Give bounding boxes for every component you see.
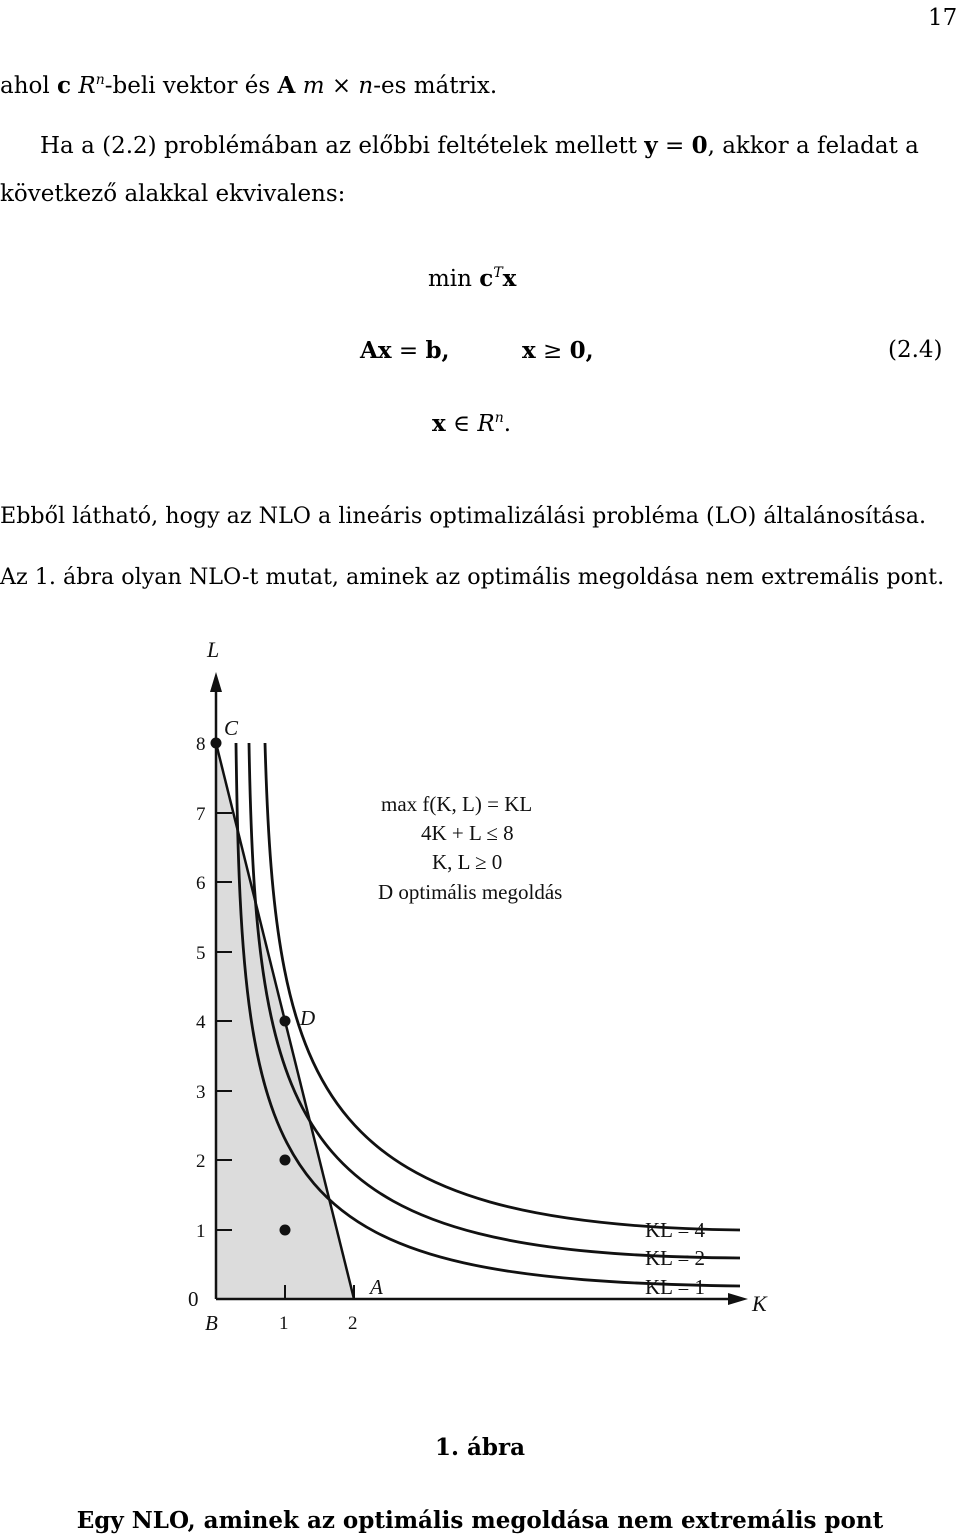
- y-tick-label-3: 3: [196, 1082, 206, 1103]
- text-es-matrix: -es mátrix.: [373, 73, 498, 99]
- equals-sign: =: [664, 133, 685, 159]
- problem-constraint: 4K + L ≤ 8: [421, 821, 514, 845]
- y-tick-label-1: 1: [196, 1221, 206, 1242]
- equals-sign: =: [398, 338, 419, 364]
- y-tick-labels: [188, 734, 206, 1311]
- y-tick-label-6: 6: [196, 873, 206, 894]
- x-axis-label: K: [752, 1291, 767, 1316]
- paragraph-figure-intro: Az 1. ábra olyan NLO-t mutat, aminek az optimális megoldása nem extremális pont.: [0, 564, 945, 590]
- period: .: [503, 411, 512, 437]
- x-tick-label-1: 1: [279, 1313, 289, 1334]
- point-A-label: A: [370, 1275, 383, 1299]
- y-tick-label-7: 7: [196, 804, 206, 825]
- problem-statement: [378, 792, 562, 904]
- figure-caption-number: 1. ábra: [434, 1434, 526, 1461]
- in-symbol: ∈: [453, 411, 471, 437]
- product-Ax: Ax: [360, 337, 392, 364]
- exponent-n: n: [494, 410, 504, 426]
- point-C-marker: [211, 738, 222, 749]
- paragraph-condition-line2: következő alakkal ekvivalens:: [0, 181, 346, 207]
- y-tick-label-4: 4: [196, 1012, 206, 1033]
- point-C-label: C: [224, 716, 239, 740]
- y-tick-label-5: 5: [196, 943, 206, 964]
- point-B-label: B: [205, 1311, 218, 1335]
- symbol-R: R: [78, 73, 96, 99]
- geq-symbol: ≥: [543, 338, 563, 364]
- y-axis-arrow: [210, 672, 222, 692]
- problem-optimum-note: D optimális megoldás: [378, 880, 563, 904]
- vector-x: x: [522, 337, 536, 364]
- point-D-marker: [280, 1016, 291, 1027]
- y-tick-label-0: 0: [188, 1287, 199, 1311]
- text-ahol: ahol: [0, 73, 50, 99]
- curve-label-kl-4: KL = 4: [645, 1218, 706, 1242]
- curve-label-kl-2: KL = 2: [645, 1246, 706, 1270]
- zero-vector: 0: [691, 132, 708, 159]
- vector-c: c: [57, 72, 72, 99]
- page-number: 17: [928, 5, 958, 31]
- curve-label-kl-1: KL = 1: [645, 1275, 706, 1299]
- figure-caption-text: Egy NLO, aminek az optimális megoldása nem extremális pont: [76, 1507, 884, 1534]
- curve-labels: [645, 1218, 706, 1299]
- x-tick-label-2: 2: [348, 1313, 358, 1334]
- vector-x: x: [502, 265, 517, 292]
- y-tick-label-8: 8: [196, 734, 206, 755]
- y-tick-label-2: 2: [196, 1151, 206, 1172]
- symbol-n: n: [358, 73, 374, 99]
- times-symbol: ×: [331, 73, 352, 99]
- vector-x: x: [432, 410, 446, 437]
- zero-vector: 0,: [569, 337, 594, 364]
- min-operator: min: [428, 266, 472, 292]
- point-kl2-marker: [280, 1155, 291, 1166]
- symbol-m: m: [302, 73, 325, 99]
- vector-y: y: [644, 132, 658, 159]
- text-condition-rest: , akkor a feladat a: [707, 133, 919, 159]
- vector-b: b,: [425, 337, 450, 364]
- point-D-label: D: [300, 1006, 316, 1030]
- vector-c: c: [479, 265, 494, 292]
- text-beli: -beli vektor és: [104, 73, 271, 99]
- transpose-T: T: [493, 265, 503, 281]
- symbol-R: R: [477, 411, 495, 437]
- exponent-n: n: [95, 72, 105, 88]
- problem-nonnegativity: K, L ≥ 0: [432, 850, 503, 874]
- point-kl1-marker: [280, 1225, 291, 1236]
- x-axis-arrow: [728, 1293, 748, 1305]
- paragraph-generalization: Ebből látható, hogy az NLO a lineáris optimalizálási probléma (LO) általánosítása.: [0, 503, 927, 529]
- matrix-A: A: [277, 72, 296, 99]
- text-condition-start: Ha a (2.2) problémában az előbbi feltételek mellett: [40, 133, 637, 159]
- problem-objective: max f(K, L) = KL: [381, 792, 533, 816]
- equation-number: (2.4): [888, 337, 943, 363]
- y-axis-label: L: [207, 637, 220, 662]
